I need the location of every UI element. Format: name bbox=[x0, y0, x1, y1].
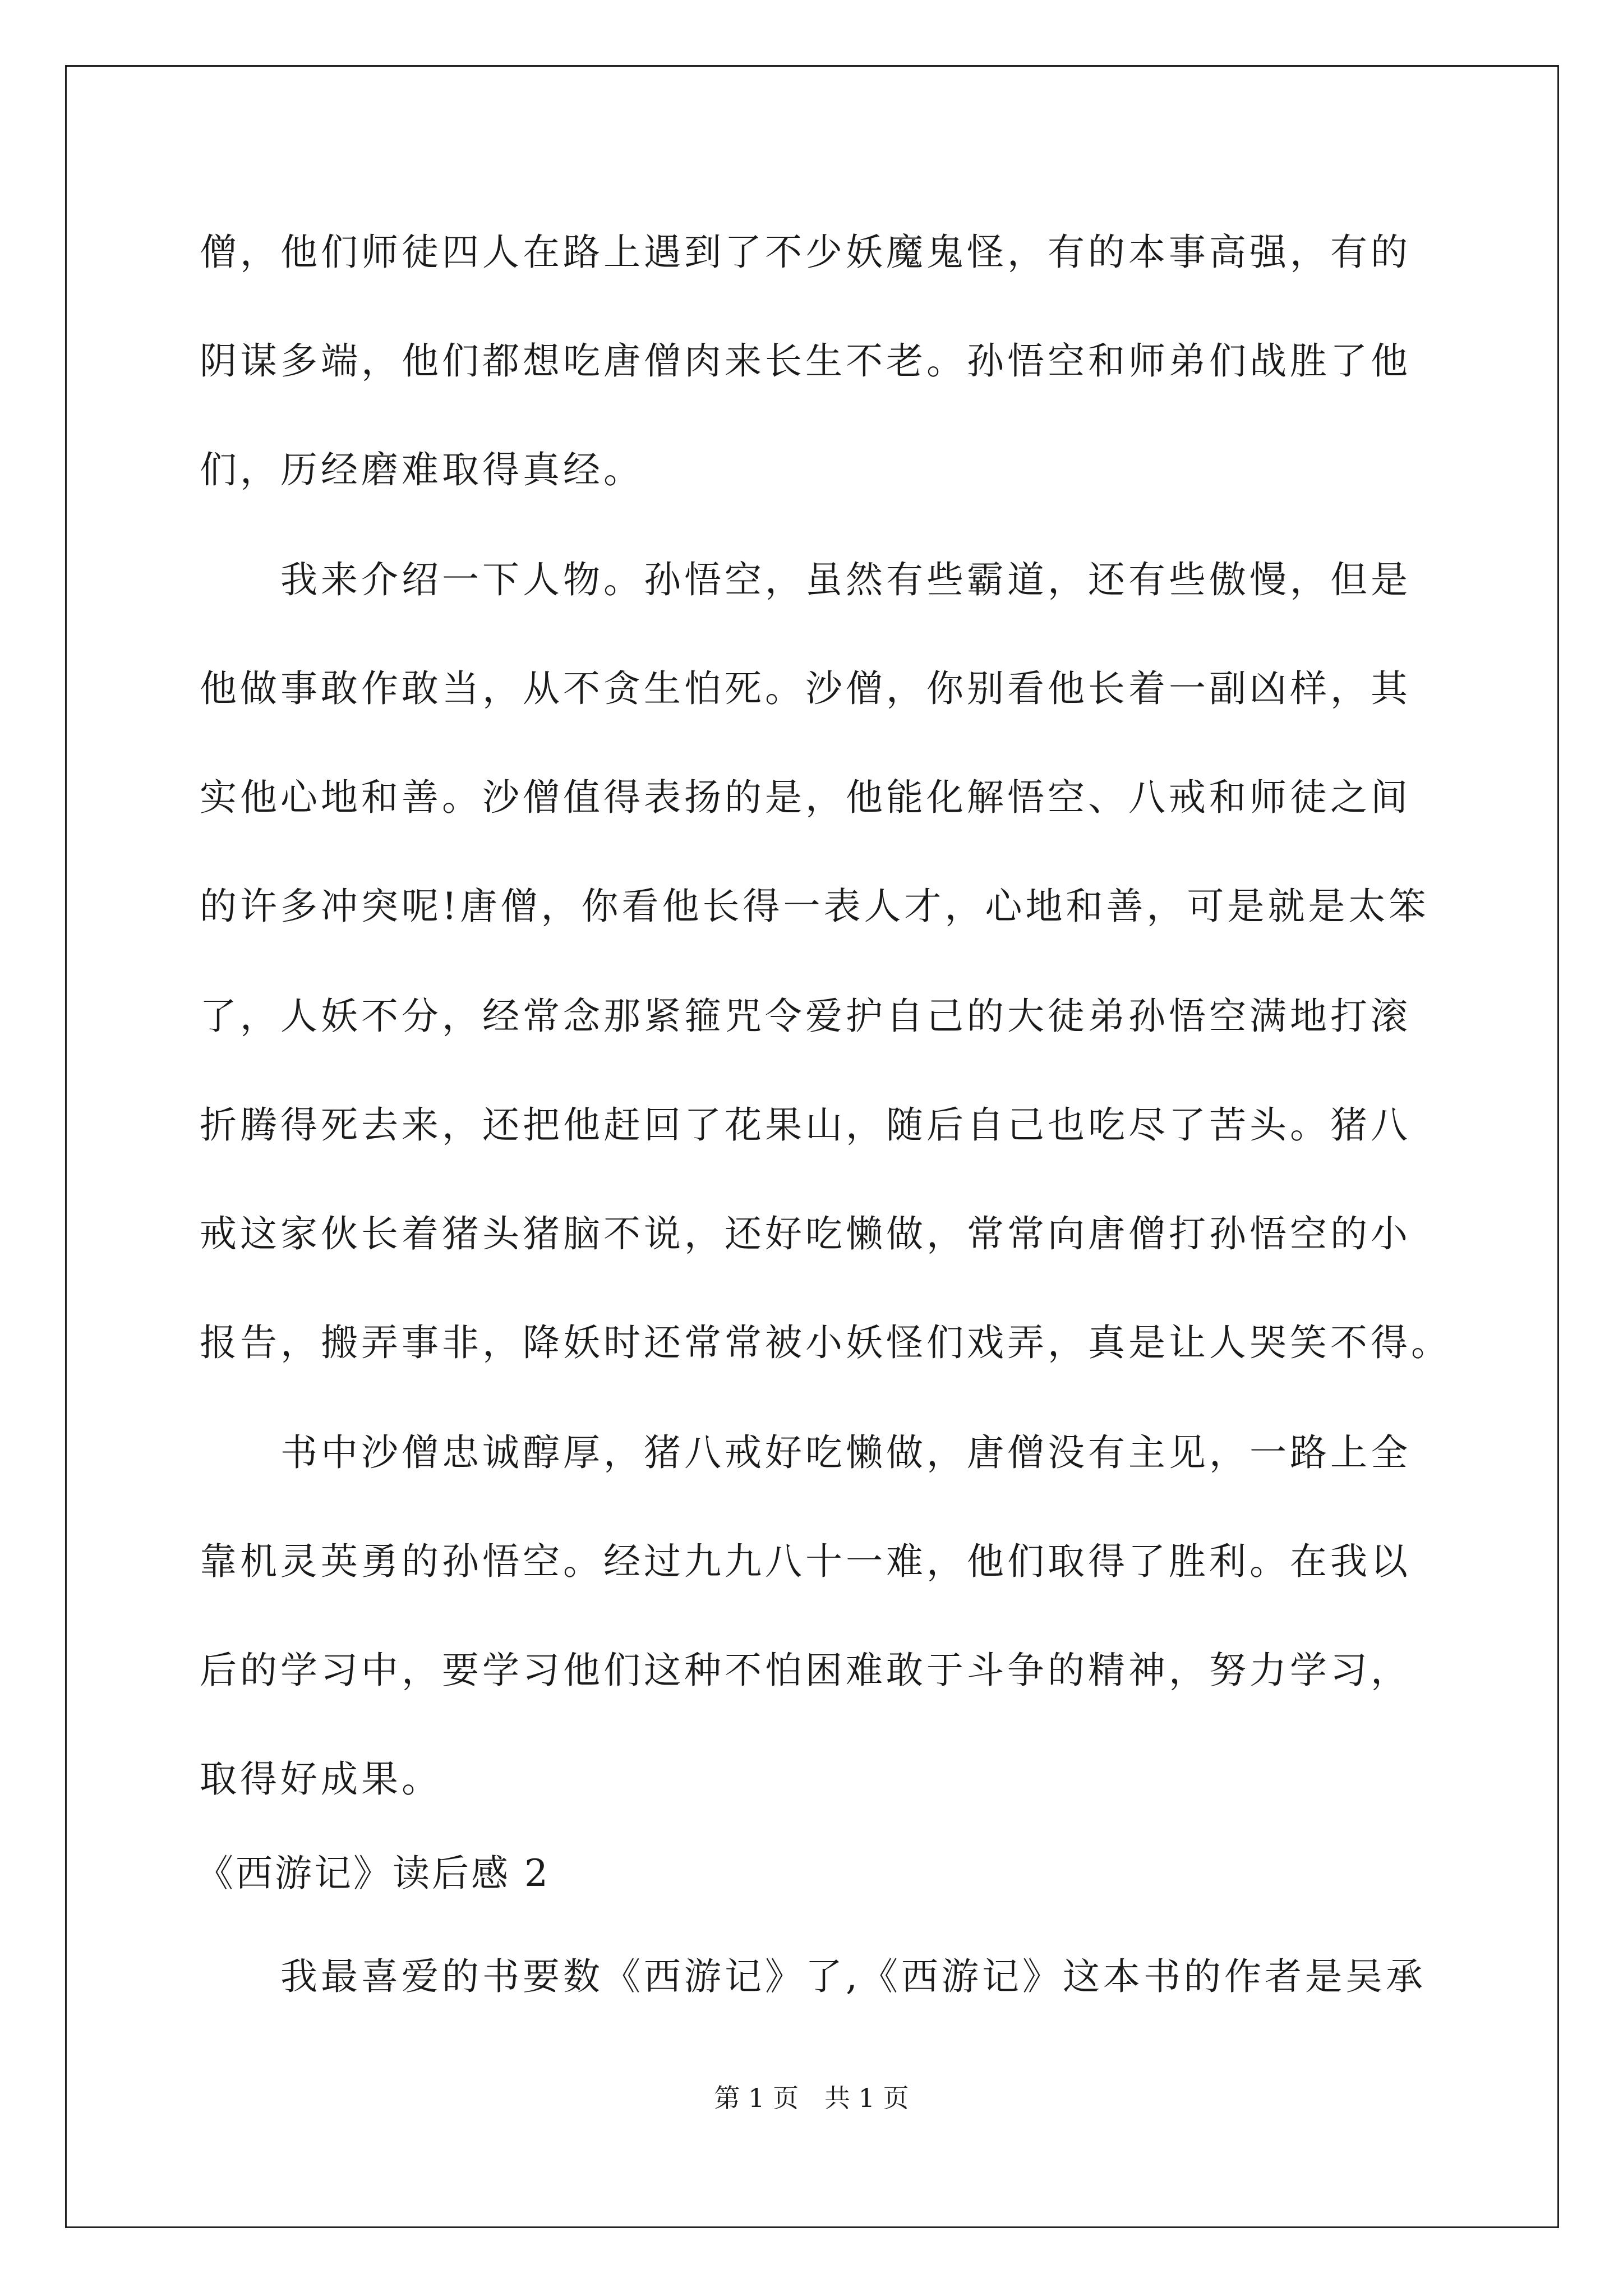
paragraph-first-line: 我最喜爱的书要数《西游记》了,《西游记》这本书的作者是吴承 bbox=[280, 1955, 1426, 1998]
paragraph-first-line: 书中沙僧忠诚醇厚，猪八戒好吃懒做，唐僧没有主见，一路上全 bbox=[280, 1431, 1411, 1474]
paragraph-first-line: 我来介绍一下人物。孙悟空，虽然有些霸道，还有些傲慢，但是 bbox=[280, 558, 1411, 601]
body-text-line: 实他心地和善。沙僧值得表扬的是，他能化解悟空、八戒和师徒之间 bbox=[200, 776, 1411, 819]
body-text-line: 僧，他们师徒四人在路上遇到了不少妖魔鬼怪，有的本事高强，有的 bbox=[200, 231, 1411, 274]
body-text-line: 了，人妖不分，经常念那紧箍咒令爱护自己的大徒弟孙悟空满地打滚 bbox=[200, 995, 1411, 1038]
body-text-line: 取得好成果。 bbox=[200, 1757, 442, 1801]
body-text-line: 报告，搬弄事非，降妖时还常常被小妖怪们戏弄，真是让人哭笑不得。 bbox=[200, 1321, 1451, 1364]
body-text-line: 折腾得死去来，还把他赶回了花果山，随后自己也吃尽了苦头。猪八 bbox=[200, 1103, 1411, 1147]
body-text-line: 后的学习中，要学习他们这种不怕困难敢于斗争的精神，努力学习， bbox=[200, 1649, 1411, 1692]
body-text-line: 靠机灵英勇的孙悟空。经过九九八十一难，他们取得了胜利。在我以 bbox=[200, 1540, 1411, 1583]
body-text-line: 戒这家伙长着猪头猪脑不说，还好吃懒做，常常向唐僧打孙悟空的小 bbox=[200, 1212, 1411, 1255]
page-footer: 第 1 页 共 1 页 bbox=[714, 2083, 909, 2113]
body-text-line: 他做事敢作敢当，从不贪生怕死。沙僧，你别看他长着一副凶样，其 bbox=[200, 667, 1411, 710]
body-text-line: 的许多冲突呢!唐僧，你看他长得一表人才，心地和善，可是就是太笨 bbox=[200, 885, 1430, 928]
section-heading: 《西游记》读后感 2 bbox=[196, 1852, 550, 1895]
body-text-line: 们，历经磨难取得真经。 bbox=[200, 448, 644, 491]
body-text-line: 阴谋多端，他们都想吃唐僧肉来长生不老。孙悟空和师弟们战胜了他 bbox=[200, 339, 1411, 383]
